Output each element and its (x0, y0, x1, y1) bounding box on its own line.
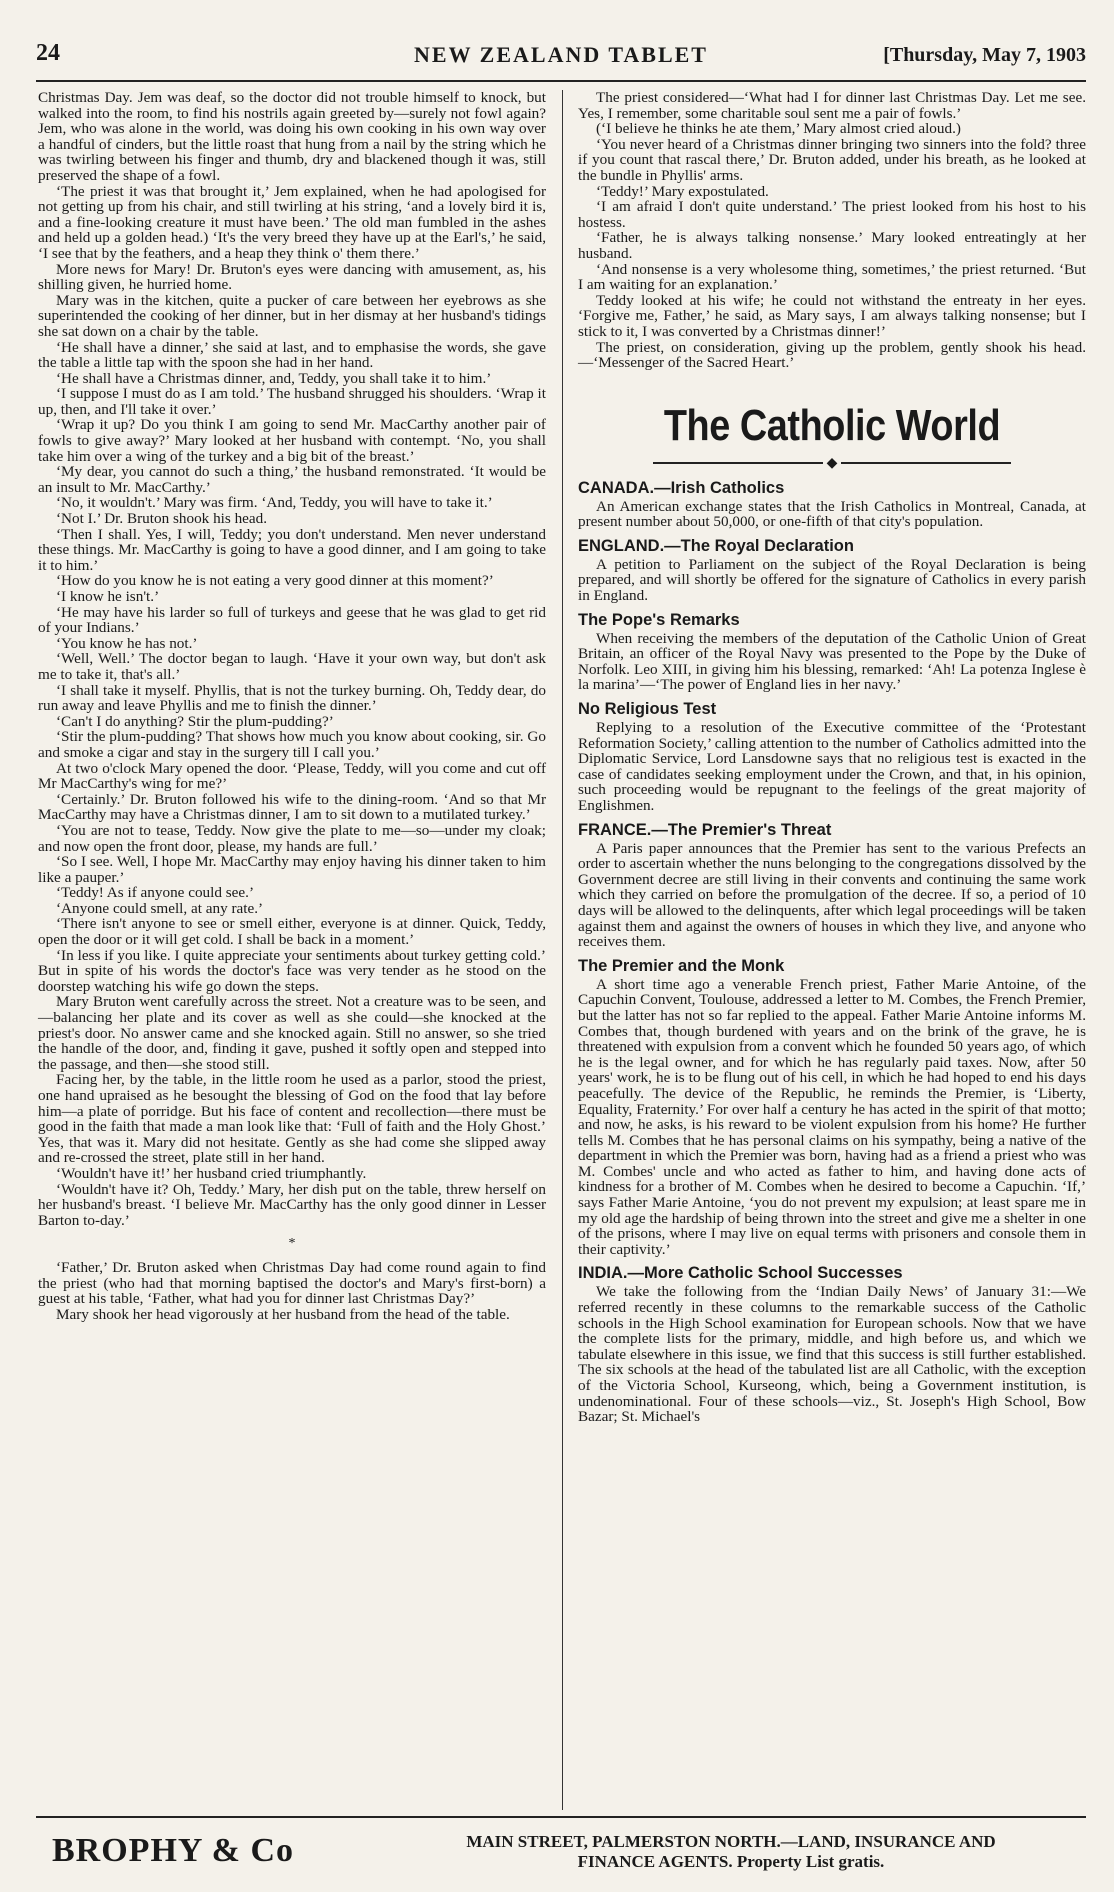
story-paragraph: At two o'clock Mary opened the door. ‘Please, Teddy, will you come and cut off Mr MacCarthy's wing for me?’ (38, 759, 546, 793)
story-paragraph: ‘I am afraid I don't quite understand.’ The priest looked from his host to his hostess. (578, 198, 1086, 231)
footer-rule (36, 1816, 1086, 1818)
story-paragraph: ‘There isn't anyone to see or smell either, everyone is at dinner. Quick, Teddy, open the door or it will get cold. I shall be back in a moment.’ (38, 915, 546, 949)
news-paragraph: We take the following from the ‘Indian Daily News’ of January 31:—We referred recently in these columns to the remarkable success of the Catholic schools in the High School examination for European schools. Now that we have the complete lists for the primary, middle, and high before us, and which we tabulate elsewhere in this issue, we find that this success is still further established. The six schools at the head of the tabulated list are all Catholic, with the exception of the Victoria School, Kurseong, which, being a Government institution, is undenominational. Four of these schools—viz., St. Joseph's High School, Bow Bazar; St. Michael's (578, 1283, 1086, 1426)
story-paragraph: Mary Bruton went carefully across the street. Not a creature was to be seen, and—balancing her plate and its cover as well as she could—she knocked at the priest's door. No answer came and she knocked again. Still no answer, so she tried the handle of the door, and, finding it gave, pushed it softly open and stepped into the passage, and then—she stood still. (38, 993, 546, 1073)
news-heading: The Pope's Remarks (578, 610, 740, 629)
column-divider (562, 90, 563, 1810)
story-paragraph: ‘In less if you like. I quite appreciate your sentiments about turkey getting cold.’ But in spite of his words the doctor's face was very tender as he stood on the doorstep watching his wife go down the steps. (38, 946, 546, 995)
story-paragraph: ‘Father,’ Dr. Bruton asked when Christmas Day had come round again to find the priest (who had that morning baptised the doctor's and Mary's first-born) a guest at his table, ‘Father, what had you for dinner last Christmas Day?’ (38, 1258, 546, 1308)
story-paragraph: ‘The priest it was that brought it,’ Jem explained, when he had apologised for not getting up from his chair, and still twirling at his string, ‘and a lovely bird it is, and a fine-looking creature it must have been.’ The old man fumbled in the ashes and held up a golden head.) ‘It's the very breed they have up at the Earl's,’ he said, ‘I see that by the feathers, and a heap they think o' them there.’ (38, 182, 546, 262)
news-heading: No Religious Test (578, 700, 717, 719)
story-paragraph: ‘Can't I do anything? Stir the plum-pudding?’ (56, 712, 334, 730)
story-paragraph: More news for Mary! Dr. Bruton's eyes were dancing with amusement, as, his shilling given, he hurried home. (38, 260, 546, 294)
story-paragraph: Facing her, by the table, in the little room he used as a parlor, stood the priest, one hand upraised as he besought the blessing of God on the food that lay before him—a plate of porridge. But his face of content and recollection—there must be good in the faith that made a man look like that: ‘Full of faith and the Holy Ghost.’ Yes, that was it. Mary did not hesitate. Gently as she had come she slipped away and re-crossed the street, plate still in her hand. (38, 1071, 546, 1167)
story-paragraph: ‘Stir the plum-pudding? That shows how much you know about cooking, sir. Go and smoke a cigar and stay in the surgery till I call you.’ (38, 728, 546, 761)
address-line-1: MAIN STREET, PALMERSTON NORTH.—LAND, INSURANCE AND (466, 1832, 996, 1851)
news-heading: INDIA.—More Catholic School Successes (578, 1264, 903, 1283)
story-paragraph: ‘He shall have a Christmas dinner, and, Teddy, you shall take it to him.’ (56, 369, 492, 387)
story-paragraph: ‘My dear, you cannot do such a thing,’ the husband remonstrated. ‘It would be an insult to Mr. MacCarthy.’ (38, 463, 546, 496)
advertiser-address (371, 1832, 1091, 1872)
news-heading: CANADA.—Irish Catholics (578, 478, 785, 497)
story-paragraph: ‘Not I.’ Dr. Bruton shook his head. (56, 510, 268, 528)
masthead-title: NEW ZEALAND TABLET (414, 42, 708, 67)
header-rule (36, 80, 1086, 82)
story-paragraph: ‘He shall have a dinner,’ she said at last, and to emphasise the words, she gave the table a little tap with the spoon she had in her hand. (38, 338, 546, 372)
news-heading: ENGLAND.—The Royal Declaration (578, 536, 854, 555)
news-paragraph: An American exchange states that the Irish Catholics in Montreal, Canada, at present number about 50,000, or one-fifth of that city's population. (578, 497, 1086, 531)
left-column (38, 90, 546, 1322)
advertiser-name: BROPHY & Co (52, 1832, 295, 1869)
story-paragraph: Teddy looked at his wife; he could not withstand the entreaty in her eyes. ‘Forgive me, Father,’ he said, as Mary says, I am always talking nonsense; but I stick to it, I was converted by a Christmas dinner!’ (578, 291, 1086, 340)
story-paragraph: ‘So I see. Well, I hope Mr. MacCarthy may enjoy having his dinner taken to him like a pauper.’ (38, 853, 546, 886)
story-paragraph: The priest considered—‘What had I for dinner last Christmas Day. Let me see. Yes, I remember, some charitable soul sent me a pair of fowls.’ (578, 89, 1086, 122)
story-paragraph: ‘Well, Well.’ The doctor began to laugh. ‘Have it your own way, but don't ask me to take it, that's all.’ (38, 650, 546, 683)
page-header (36, 40, 1086, 68)
story-paragraph: ‘Wouldn't have it? Oh, Teddy.’ Mary, her dish put on the table, threw herself on her husband's breast. ‘I believe Mr. MacCarthy has the only good dinner in Lesser Barton to-day.’ (38, 1180, 546, 1229)
story-paragraph: (‘I believe he thinks he ate them,’ Mary almost cried aloud.) (596, 120, 961, 138)
story-paragraph: ‘Anyone could smell, at any rate.’ (56, 899, 264, 917)
story-paragraph: ‘Father, he is always talking nonsense.’ Mary looked entreatingly at her husband. (578, 229, 1086, 262)
news-paragraph: A petition to Parliament on the subject of the Royal Declaration is being prepared, and will shortly be offered for the signature of Catholics in every parish in England. (578, 555, 1086, 605)
story-paragraph: ‘I suppose I must do as I am told.’ The husband shrugged his shoulders. ‘Wrap it up, then, and I'll take it over.’ (38, 385, 546, 418)
story-paragraph: ‘Certainly.’ Dr. Bruton followed his wife to the dining-room. ‘And so that Mr MacCarthy may have a Christmas dinner, I am to sit down to a mutilated turkey.’ (38, 790, 546, 824)
news-paragraph: A Paris paper announces that the Premier has sent to the various Prefects an order to ascertain whether the nuns belonging to the congregations dissolved by the Government decree are still living in their convents and continuing the same work which they carried on before the promulgation of the decree. If so, a period of 10 days will be allowed to the delinquents, after which legal proceedings will be taken against them and against the owners of houses in which they live, and anyone who receives them. (578, 839, 1086, 951)
news-paragraph: Replying to a resolution of the Executive committee of the ‘Protestant Reformation Society,’ calling attention to the number of Catholics admitted into the Diplomatic Service, Lord Lansdowne says that no religious test is exacted in the case of candidates seeking employment under the Crown, and that, in his opinion, such proceeding would be repugnant to the feelings of the great majority of Englishmen. (578, 719, 1086, 814)
story-continuation (578, 90, 1086, 371)
page-number: 24 (36, 40, 60, 66)
story-paragraph: * (288, 1236, 296, 1252)
story-paragraph: ‘Then I shall. Yes, I will, Teddy; you don't understand. Men never understand these things. Mr. MacCarthy is going to have a good dinner, and I am going to take it to him.’ (38, 525, 546, 574)
address-line-2: FINANCE AGENTS. Property List gratis. (577, 1852, 885, 1871)
story-paragraph: ‘You know he has not.’ (56, 634, 198, 652)
story-paragraph: ‘How do you know he is not eating a very good dinner at this moment?’ (56, 572, 494, 590)
story-paragraph: ‘And nonsense is a very wholesome thing, sometimes,’ the priest returned. ‘But I am waiting for an explanation.’ (578, 260, 1086, 294)
story-paragraph: ‘I know he isn't.’ (56, 588, 160, 605)
story-paragraph: ‘Wrap it up? Do you think I am going to send Mr. MacCarthy another pair of fowls to give away?’ Mary looked at her husband with contempt. ‘No, you shall take him over a wing of the turkey and a big bit of the breast.’ (38, 416, 546, 465)
story-paragraph: ‘Teddy!’ Mary expostulated. (596, 182, 769, 200)
story-paragraph: ‘Teddy! As if anyone could see.’ (56, 884, 254, 902)
news-heading: FRANCE.—The Premier's Threat (578, 820, 832, 839)
story-paragraph: ‘I shall take it myself. Phyllis, that is not the turkey burning. Oh, Teddy dear, do run away and leave Phyllis and me to finish the dinner.’ (38, 681, 546, 715)
advertisement-footer (36, 1830, 1086, 1880)
news-paragraph: When receiving the members of the deputation of the Catholic Union of Great Britain, an officer of the Royal Navy was presented to the Pope by the Duke of Norfolk. Leo XIII, in giving him his blessing, remarked: ‘Ah! La potenza Inglese è la marina’—‘The power of England lies in her navy.’ (578, 629, 1086, 694)
story-paragraph: Mary shook her head vigorously at her husband from the head of the table. (56, 1305, 510, 1323)
story-paragraph: The priest, on consideration, giving up the problem, gently shook his head.—‘Messenger of the Sacred Heart.’ (578, 338, 1086, 372)
section-title: The Catholic World (663, 400, 1001, 450)
news-items (578, 479, 1086, 1425)
issue-date: [Thursday, May 7, 1903 (883, 44, 1086, 66)
story-paragraph: ‘He may have his larder so full of turkeys and geese that he was glad to get rid of your Indians.’ (38, 603, 546, 637)
news-heading: The Premier and the Monk (578, 956, 785, 975)
title-ornament: ◆ (578, 457, 1086, 471)
right-column (578, 90, 1086, 1425)
story-paragraph: ‘You are not to tease, Teddy. Now give the plate to me—so—under my cloak; and now open the front door, please, my hands are full.’ (38, 821, 546, 855)
story-paragraph: ‘No, it wouldn't.’ Mary was firm. ‘And, Teddy, you will have to take it.’ (56, 494, 493, 512)
story-paragraph: ‘You never heard of a Christmas dinner bringing two sinners into the fold? three if you count that rascal there,’ Dr. Bruton added, under his breath, as he looked at the bundle in Phyllis' arms. (578, 135, 1086, 184)
story-paragraph: Christmas Day. Jem was deaf, so the doctor did not trouble himself to knock, but walked into the room, to find his nostrils again greeted by—surely not fowl again? Jem, who was alone in the world, was doing his own cooking in his own way over a handful of cinders, but the little roast that hung from a nail by the string which he was twirling between his finger and thumb, dry and blackened though it was, still preserved the shape of a fowl. (38, 89, 546, 184)
story-paragraph: Mary was in the kitchen, quite a pucker of care between her eyebrows as she superintended the cooking of her dinner, but in her dismay at her husband's tidings she sat down on a chair by the table. (38, 291, 546, 340)
story-paragraph: ‘Wouldn't have it!’ her husband cried triumphantly. (56, 1164, 367, 1182)
news-paragraph: A short time ago a venerable French priest, Father Marie Antoine, of the Capuchin Convent, Toulouse, addressed a letter to M. Combes, the French Premier, but the latter has not so far replied to the appeal. Father Marie Antoine informs M. Combes that, though burdened with years and on the brink of the grave, he is threatened with expulsion from a convent which he founded 50 years ago, of which he is the legal owner, and for which he has regularly paid taxes. Now, after 50 years' work, he is to be flung out of his cell, in which he had hoped to end his days peacefully. The device of the Republic, he reminds the Premier, is ‘Liberty, Equality, Fraternity.’ For over half a century he has acted in the spirit of that motto; and now, he asks, is his reward to be violent expulsion from his home? He further tells M. Combes that he has personal claims on his sympathy, being a native of the department in which the Premier was born, having had as a friend a priest who was M. Combes' uncle and who acted as father to him, and having done acts of kindness for a brother of M. Combes when he desired to become a Capuchin. ‘If,’ says Father Marie Antoine, ‘you do not prevent my expulsion; at least spare me in my old age the hardship of being thrown into the street and give me a shelter in one of the prisons, where I may live on equal terms with prisoners and console them in their captivity.’ (578, 975, 1086, 1258)
